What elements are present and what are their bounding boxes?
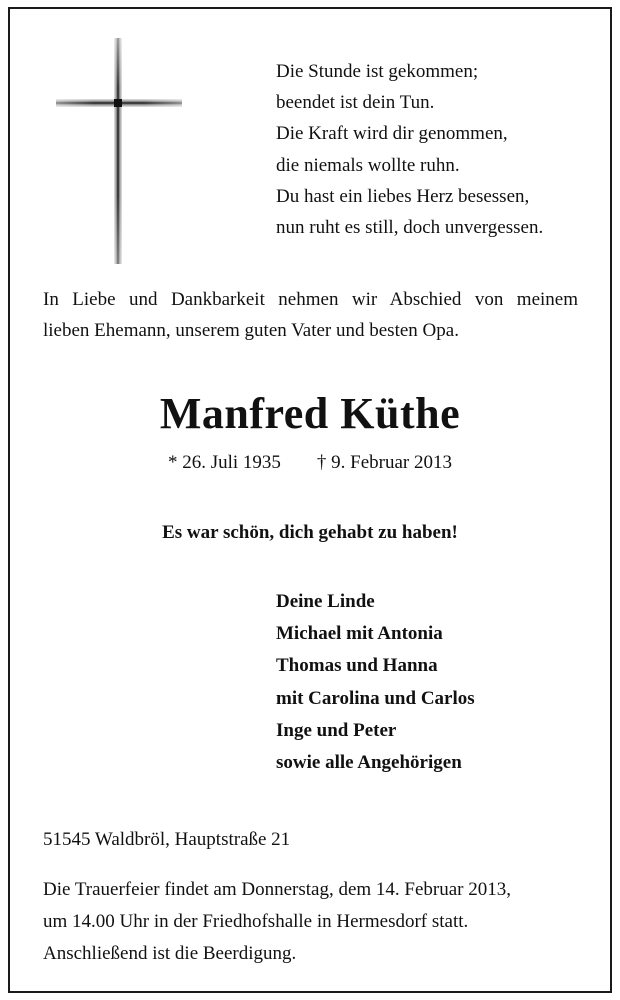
address: 51545 Waldbröl, Hauptstraße 21 <box>43 829 291 850</box>
death-date: † 9. Februar 2013 <box>316 452 453 473</box>
birth-date: * 26. Juli 1935 <box>167 452 281 473</box>
poem-line: beendet ist dein Tun. <box>276 92 435 114</box>
mourner: Deine Linde <box>276 591 375 612</box>
service-line: um 14.00 Uhr in der Friedhofshalle in Hermesdorf statt. <box>43 911 469 932</box>
poem-line: Die Kraft wird dir genommen, <box>276 123 508 145</box>
mourner: sowie alle Angehörigen <box>276 752 462 774</box>
service-line: Anschließend ist die Beerdigung. <box>43 943 297 964</box>
farewell-line: lieben Ehemann, unserem guten Vater und besten Opa. <box>43 320 459 341</box>
motto: Es war schön, dich gehabt zu haben! <box>162 522 458 543</box>
mourner: mit Carolina und Carlos <box>276 687 475 709</box>
service-info <box>43 874 511 970</box>
poem-line: Du hast ein liebes Herz besessen, <box>276 185 530 207</box>
poem-line: nun ruht es still, doch unvergessen. <box>276 217 544 239</box>
deceased-name: Manfred Küthe <box>159 389 461 438</box>
mourners-list <box>276 586 475 779</box>
cross-icon <box>56 38 182 264</box>
cross-center <box>114 99 122 107</box>
mourner: Michael mit Antonia <box>276 623 443 645</box>
farewell-text <box>43 284 578 346</box>
poem-line: die niemals wollte ruhn. <box>276 154 460 176</box>
service-line: Die Trauerfeier findet am Donnerstag, dem 14. Februar 2013, <box>43 879 512 900</box>
farewell-line: In Liebe und Dankbarkeit nehmen wir Abschied von meinem <box>43 289 578 310</box>
poem <box>276 56 543 243</box>
cross-vertical-fade <box>114 38 122 264</box>
life-dates <box>0 450 620 476</box>
poem-line: Die Stunde ist gekommen; <box>276 61 479 82</box>
mourner: Inge und Peter <box>276 719 397 741</box>
mourner: Thomas und Hanna <box>276 655 438 677</box>
